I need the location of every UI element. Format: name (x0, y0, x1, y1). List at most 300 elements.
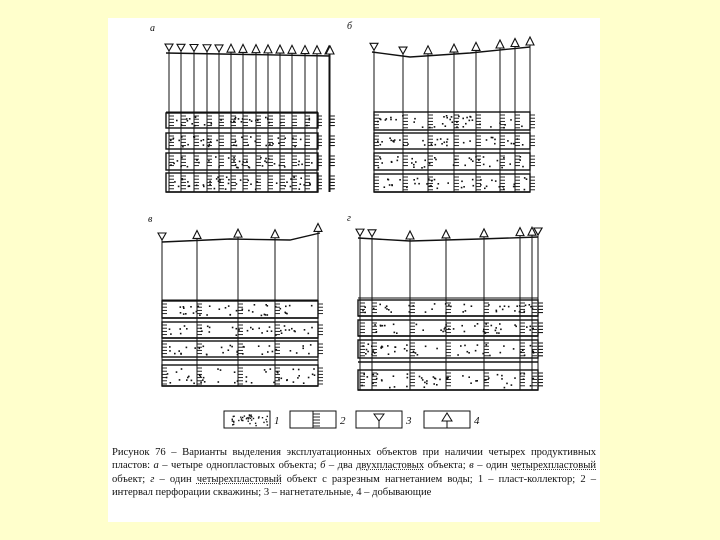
sand-dot (257, 120, 259, 122)
sand-dot (170, 140, 172, 142)
reservoir-layer-2 (162, 322, 318, 338)
sand-dot (414, 118, 416, 120)
sand-dot (381, 347, 383, 349)
sand-dot (301, 164, 303, 166)
sand-dot (495, 330, 497, 332)
sand-dot (461, 181, 463, 183)
sand-dot (180, 306, 182, 308)
sand-dot (262, 353, 264, 355)
sand-dot (233, 421, 234, 422)
sand-dot (463, 186, 465, 188)
sand-dot (230, 345, 232, 347)
sand-dot (504, 305, 506, 307)
sand-dot (186, 347, 188, 349)
sand-dot (232, 327, 234, 329)
production-triangle-icon (314, 223, 322, 231)
sand-dot (379, 118, 381, 120)
production-triangle-icon (406, 231, 414, 239)
sand-dot (170, 333, 172, 335)
sand-dot (491, 180, 493, 182)
sand-dot (530, 326, 532, 328)
sand-dot (203, 184, 205, 186)
sand-dot (407, 377, 409, 379)
sand-dot (411, 162, 413, 164)
sand-dot (504, 387, 506, 389)
sand-dot (514, 377, 516, 379)
sand-dot (179, 328, 181, 330)
sand-dot (464, 304, 466, 306)
sand-dot (424, 144, 426, 146)
sand-dot (511, 384, 513, 386)
sand-dot (413, 121, 415, 123)
sand-dot (233, 160, 235, 162)
sand-dot (457, 354, 459, 356)
sand-dot (225, 307, 227, 309)
sand-dot (434, 303, 436, 305)
sand-dot (387, 179, 389, 181)
sand-dot (191, 123, 193, 125)
sand-dot (396, 332, 398, 334)
reservoir-layer-box (162, 322, 318, 338)
sand-dot (272, 351, 274, 353)
sand-dot (422, 379, 424, 381)
sand-dot (500, 352, 502, 354)
production-triangle-icon (288, 45, 296, 53)
sand-dot (461, 187, 463, 189)
sand-dot (280, 330, 282, 332)
sand-dot (258, 328, 260, 330)
sand-dot (186, 118, 188, 120)
sand-dot (464, 345, 466, 347)
sand-dot (378, 167, 380, 169)
sand-dot (475, 350, 477, 352)
sand-dot (411, 158, 413, 160)
sand-dot (250, 414, 251, 415)
sand-dot (526, 326, 528, 328)
sand-dot (251, 120, 253, 122)
sand-dot (180, 333, 182, 335)
sand-dot (209, 331, 211, 333)
legend-label-3: 3 (406, 415, 412, 427)
sand-dot (193, 383, 195, 385)
panel-1 (150, 23, 335, 192)
reservoir-layer-2 (358, 320, 538, 336)
sand-dot (488, 377, 490, 379)
sand-dot (199, 348, 201, 350)
sand-dot (184, 325, 186, 327)
sand-dot (477, 323, 479, 325)
sand-dot (387, 345, 389, 347)
sand-dot (200, 140, 202, 142)
production-triangle-icon (516, 228, 524, 236)
sand-dot (278, 378, 280, 380)
sand-dot (220, 369, 222, 371)
sand-dot (515, 326, 517, 328)
sand-dot (499, 306, 501, 308)
sand-dot (215, 156, 217, 158)
sand-dot (310, 344, 312, 346)
sand-dot (289, 329, 291, 331)
sand-dot (242, 420, 243, 421)
sand-dot (462, 311, 464, 313)
sand-dot (476, 380, 478, 382)
sand-dot (446, 115, 448, 117)
sand-dot (209, 305, 211, 307)
sand-dot (490, 126, 492, 128)
panel-label: г (347, 213, 351, 224)
sand-dot (250, 136, 252, 138)
sand-dot (289, 305, 291, 307)
sand-dot (254, 304, 256, 306)
sand-dot (419, 376, 421, 378)
sand-dot (469, 140, 471, 142)
sand-dot (447, 139, 449, 141)
sand-dot (286, 379, 288, 381)
sand-dot (497, 374, 499, 376)
sand-dot (284, 166, 286, 168)
sand-dot (494, 143, 496, 145)
sand-dot (444, 328, 446, 330)
injection-triangle-icon (190, 45, 198, 52)
sand-dot (417, 354, 419, 356)
sand-dot (246, 381, 248, 383)
sand-dot (203, 186, 205, 188)
sand-dot (233, 416, 234, 417)
sand-dot (178, 186, 180, 188)
sand-dot (311, 162, 313, 164)
reservoir-layer-box (374, 133, 530, 149)
sand-dot (232, 419, 233, 420)
reservoir-layer-2 (374, 133, 530, 149)
sand-dot (229, 314, 231, 316)
sand-dot (446, 117, 448, 119)
sand-dot (529, 329, 531, 331)
sand-dot (290, 350, 292, 352)
sand-dot (424, 160, 426, 162)
sand-dot (178, 350, 180, 352)
sand-dot (291, 328, 293, 330)
production-triangle-icon (442, 230, 450, 238)
production-triangle-icon (234, 229, 242, 237)
sand-dot (240, 179, 242, 181)
sand-dot (422, 329, 424, 331)
sand-dot (191, 380, 193, 382)
sand-dot (176, 120, 178, 122)
sand-dot (483, 156, 485, 158)
production-triangle-icon (450, 44, 458, 52)
sand-dot (233, 157, 235, 159)
sand-dot (216, 140, 218, 142)
sand-dot (176, 371, 178, 373)
sand-dot (169, 328, 171, 330)
sand-dot (463, 142, 465, 144)
sand-dot (510, 119, 512, 121)
sand-dot (513, 186, 515, 188)
sand-dot (278, 137, 280, 139)
sand-dot (465, 310, 467, 312)
sand-dot (472, 179, 474, 181)
sand-dot (407, 143, 409, 145)
sand-dot (486, 186, 488, 188)
legend-label-2: 2 (340, 415, 346, 427)
production-triangle-icon (472, 42, 480, 50)
sand-dot (407, 373, 409, 375)
sand-dot (501, 375, 503, 377)
sand-dot (492, 137, 494, 139)
sand-dot (284, 312, 286, 314)
sand-dot (248, 418, 249, 419)
sand-dot (440, 138, 442, 140)
sand-dot (261, 315, 263, 317)
sand-dot (486, 139, 488, 141)
sand-dot (186, 328, 188, 330)
production-triangle-icon (239, 44, 247, 52)
sand-dot (183, 313, 185, 315)
injection-triangle-icon (399, 47, 407, 54)
sand-dot (265, 371, 267, 373)
sand-dot (526, 178, 528, 180)
sand-dot (281, 332, 283, 334)
sand-dot (469, 120, 471, 122)
sand-dot (246, 376, 248, 378)
sand-dot (509, 163, 511, 165)
sand-dot (513, 348, 515, 350)
sand-dot (251, 416, 252, 417)
sand-dot (209, 327, 211, 329)
sand-dot (381, 380, 383, 382)
sand-dot (524, 177, 526, 179)
sand-dot (365, 353, 367, 355)
sand-dot (270, 368, 272, 370)
sand-dot (441, 143, 443, 145)
sand-dot (522, 166, 524, 168)
panel-label: а (150, 23, 155, 34)
sand-dot (404, 348, 406, 350)
sand-dot (389, 387, 391, 389)
sand-dot (228, 183, 230, 185)
sand-dot (506, 383, 508, 385)
sand-dot (524, 189, 526, 191)
sand-dot (219, 308, 221, 310)
legend (224, 411, 480, 428)
sand-dot (236, 310, 238, 312)
sand-dot (203, 346, 205, 348)
sand-dot (251, 382, 253, 384)
injection-triangle-icon (203, 45, 211, 52)
sand-dot (389, 184, 391, 186)
legend-label-1: 1 (274, 415, 280, 427)
sand-dot (513, 143, 515, 145)
sand-dot (308, 333, 310, 335)
sand-dot (267, 351, 269, 353)
sand-dot (204, 381, 206, 383)
sand-dot (298, 369, 300, 371)
sand-dot (199, 314, 201, 316)
injection-triangle-icon (158, 233, 166, 240)
sand-dot (290, 186, 292, 188)
sand-dot (516, 305, 518, 307)
sand-dot (438, 183, 440, 185)
sand-dot (399, 139, 401, 141)
sand-dot (464, 165, 466, 167)
sand-dot (311, 305, 313, 307)
sand-dot (511, 143, 513, 145)
sand-dot (242, 417, 243, 418)
sand-dot (178, 140, 180, 142)
sand-dot (308, 377, 310, 379)
sand-dot (206, 354, 208, 356)
sand-dot (470, 382, 472, 384)
reservoir-layer-1 (358, 300, 538, 316)
sand-dot (522, 144, 524, 146)
sand-dot (431, 308, 433, 310)
sand-dot (472, 119, 474, 121)
sand-dot (300, 139, 302, 141)
sand-dot (386, 305, 388, 307)
sand-dot (311, 327, 313, 329)
sand-dot (473, 185, 475, 187)
sand-dot (397, 156, 399, 158)
sand-dot (204, 124, 206, 126)
sand-dot (186, 379, 188, 381)
sand-dot (379, 156, 381, 158)
sand-dot (377, 373, 379, 375)
sand-dot (264, 369, 266, 371)
sand-dot (242, 309, 244, 311)
sand-dot (503, 345, 505, 347)
sand-dot (187, 166, 189, 168)
sand-dot (442, 331, 444, 333)
sand-dot (421, 377, 423, 379)
sand-dot (239, 161, 241, 163)
sand-dot (241, 418, 242, 419)
panel-4 (347, 213, 543, 390)
sand-dot (413, 164, 415, 166)
sand-dot (442, 123, 444, 125)
sand-dot (439, 379, 441, 381)
sand-dot (264, 160, 266, 162)
sand-dot (452, 121, 454, 123)
legend-reservoir-box (224, 411, 270, 428)
sand-dot (391, 161, 393, 163)
sand-dot (425, 311, 427, 313)
sand-dot (367, 376, 369, 378)
sand-dot (187, 144, 189, 146)
sand-dot (228, 349, 230, 351)
sand-dot (472, 160, 474, 162)
sand-dot (406, 344, 408, 346)
sand-dot (258, 345, 260, 347)
sand-dot (530, 345, 532, 347)
sand-dot (426, 383, 428, 385)
sand-dot (262, 165, 264, 167)
sand-dot (416, 324, 418, 326)
sand-dot (362, 310, 364, 312)
sand-dot (380, 325, 382, 327)
sand-dot (447, 182, 449, 184)
sand-dot (377, 141, 379, 143)
sand-dot (233, 121, 235, 123)
sand-dot (189, 118, 191, 120)
sand-dot (308, 353, 310, 355)
sand-dot (495, 180, 497, 182)
sand-dot (209, 184, 211, 186)
sand-dot (381, 162, 383, 164)
sand-dot (393, 141, 395, 143)
production-triangle-icon (271, 230, 279, 238)
sand-dot (267, 314, 269, 316)
panel-label: в (148, 214, 153, 225)
sand-dot (187, 181, 189, 183)
reservoir-layer-box (162, 341, 318, 357)
sand-dot (394, 351, 396, 353)
sand-dot (425, 346, 427, 348)
sand-dot (388, 309, 390, 311)
sand-dot (451, 116, 453, 118)
sand-dot (394, 332, 396, 334)
sand-dot (255, 423, 256, 424)
sand-dot (529, 304, 531, 306)
sand-dot (266, 421, 267, 422)
sand-dot (278, 142, 280, 144)
sand-dot (235, 117, 237, 119)
sand-dot (496, 311, 498, 313)
production-well (326, 46, 335, 192)
sand-dot (434, 126, 436, 128)
sand-dot (237, 167, 239, 169)
sand-dot (207, 326, 209, 328)
sand-dot (281, 378, 283, 380)
sand-dot (461, 325, 463, 327)
sand-dot (251, 419, 252, 420)
injection-triangle-icon (370, 43, 378, 50)
sand-dot (469, 157, 471, 159)
sand-dot (266, 419, 267, 420)
sand-dot (234, 371, 236, 373)
sand-dot (195, 117, 197, 119)
sand-dot (434, 157, 436, 159)
reservoir-layer-box (374, 153, 530, 170)
sand-dot (501, 167, 503, 169)
production-triangle-icon (193, 230, 201, 238)
sand-dot (302, 348, 304, 350)
sand-dot (231, 346, 233, 348)
sand-dot (211, 123, 213, 125)
sand-dot (247, 330, 249, 332)
sand-dot (169, 350, 171, 352)
sand-dot (502, 309, 504, 311)
sand-dot (462, 118, 464, 120)
sand-dot (182, 146, 184, 148)
sand-dot (174, 353, 176, 355)
sand-dot (236, 183, 238, 185)
sand-dot (496, 332, 498, 334)
sand-dot (265, 117, 267, 119)
reservoir-layer-1 (374, 112, 530, 130)
sand-dot (255, 425, 256, 426)
sand-dot (203, 377, 205, 379)
sand-dot (264, 314, 266, 316)
sand-dot (253, 418, 254, 419)
sand-dot (391, 185, 393, 187)
sand-dot (236, 334, 238, 336)
sand-dot (183, 306, 185, 308)
sand-dot (235, 140, 237, 142)
sand-dot (500, 329, 502, 331)
sand-dot (297, 377, 299, 379)
sand-dot (221, 347, 223, 349)
sand-dot (304, 329, 306, 331)
